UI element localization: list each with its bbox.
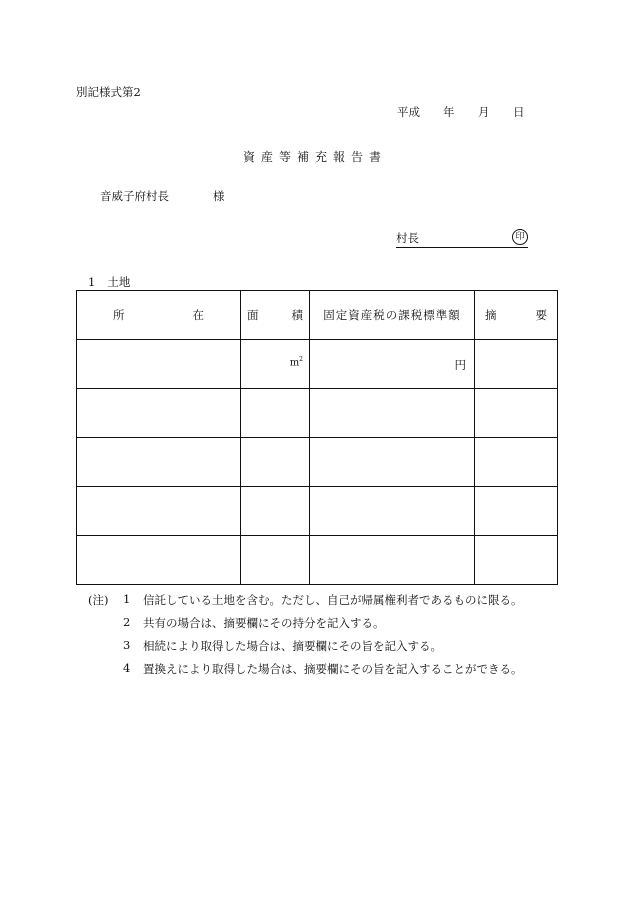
note-text: 相続により取得した場合は、摘要欄にその旨を記入する。	[143, 639, 442, 653]
date-line	[397, 104, 525, 120]
cell-remarks[interactable]	[475, 438, 558, 487]
cell-area[interactable]	[241, 487, 310, 536]
cell-location[interactable]	[77, 487, 241, 536]
cell-remarks[interactable]	[475, 340, 558, 389]
header-area-part: 面	[247, 308, 259, 322]
note-number: 4	[123, 661, 131, 675]
cell-area[interactable]	[241, 389, 310, 438]
cell-tax-value[interactable]	[310, 340, 475, 389]
note-text: 共有の場合は、摘要欄にその持分を記入する。	[143, 616, 385, 630]
cell-tax-value[interactable]	[310, 389, 475, 438]
cell-remarks[interactable]	[475, 487, 558, 536]
area-unit-sup: 2	[299, 356, 303, 363]
table-row	[77, 340, 558, 389]
area-unit	[241, 340, 309, 368]
yen-unit: 円	[454, 358, 466, 372]
area-unit-base: m	[289, 357, 300, 369]
cell-area[interactable]	[241, 438, 310, 487]
cell-location[interactable]	[77, 340, 241, 389]
cell-location[interactable]	[77, 389, 241, 438]
header-tax-value	[310, 291, 475, 340]
date-month: 月	[478, 105, 490, 119]
cell-tax-value[interactable]	[310, 487, 475, 536]
signer-label: 村長	[396, 231, 419, 245]
header-remarks	[475, 291, 558, 340]
header-location-part: 在	[192, 308, 204, 322]
note-number: 3	[123, 638, 131, 652]
addressee-honorific: 様	[213, 189, 225, 203]
note-text: 信託している土地を含む。ただし、自己が帰属権利者であるものに限る。	[143, 593, 523, 607]
section-title	[88, 274, 130, 290]
header-location	[77, 291, 241, 340]
signer-line	[396, 230, 528, 248]
note-text: 置換えにより取得した場合は、摘要欄にその旨を記入することができる。	[143, 662, 523, 676]
cell-tax-value[interactable]	[310, 438, 475, 487]
notes-section	[88, 592, 548, 682]
notes-label: (注)	[88, 593, 109, 607]
table-row	[77, 389, 558, 438]
date-year: 年	[443, 105, 455, 119]
date-day: 日	[513, 105, 525, 119]
addressee-name: 音威子府村長	[100, 189, 169, 203]
addressee	[100, 188, 225, 204]
header-location-part: 所	[113, 308, 125, 322]
cell-remarks[interactable]	[475, 389, 558, 438]
table-row	[77, 536, 558, 585]
cell-area[interactable]	[241, 340, 310, 389]
document-title: 資産等補充報告書	[242, 150, 387, 164]
seal-mark: 印	[512, 229, 528, 245]
table-header-row	[77, 291, 558, 340]
cell-area[interactable]	[241, 536, 310, 585]
cell-location[interactable]	[77, 536, 241, 585]
table-row	[77, 438, 558, 487]
header-area-part: 積	[291, 308, 303, 322]
land-table	[76, 290, 558, 585]
cell-location[interactable]	[77, 438, 241, 487]
cell-remarks[interactable]	[475, 536, 558, 585]
table-row	[77, 487, 558, 536]
header-remarks-part: 摘	[485, 308, 497, 322]
header-tax-value-label: 固定資産税の課税標準額	[323, 308, 461, 322]
section-label: 土地	[107, 275, 131, 289]
section-number: 1	[88, 275, 96, 289]
note-number: 1	[123, 592, 131, 606]
note-number: 2	[123, 615, 131, 629]
header-area	[241, 291, 310, 340]
header-remarks-part: 要	[535, 308, 547, 322]
date-era: 平成	[397, 105, 420, 119]
form-number: 別記様式第2	[76, 85, 141, 99]
cell-tax-value[interactable]	[310, 536, 475, 585]
